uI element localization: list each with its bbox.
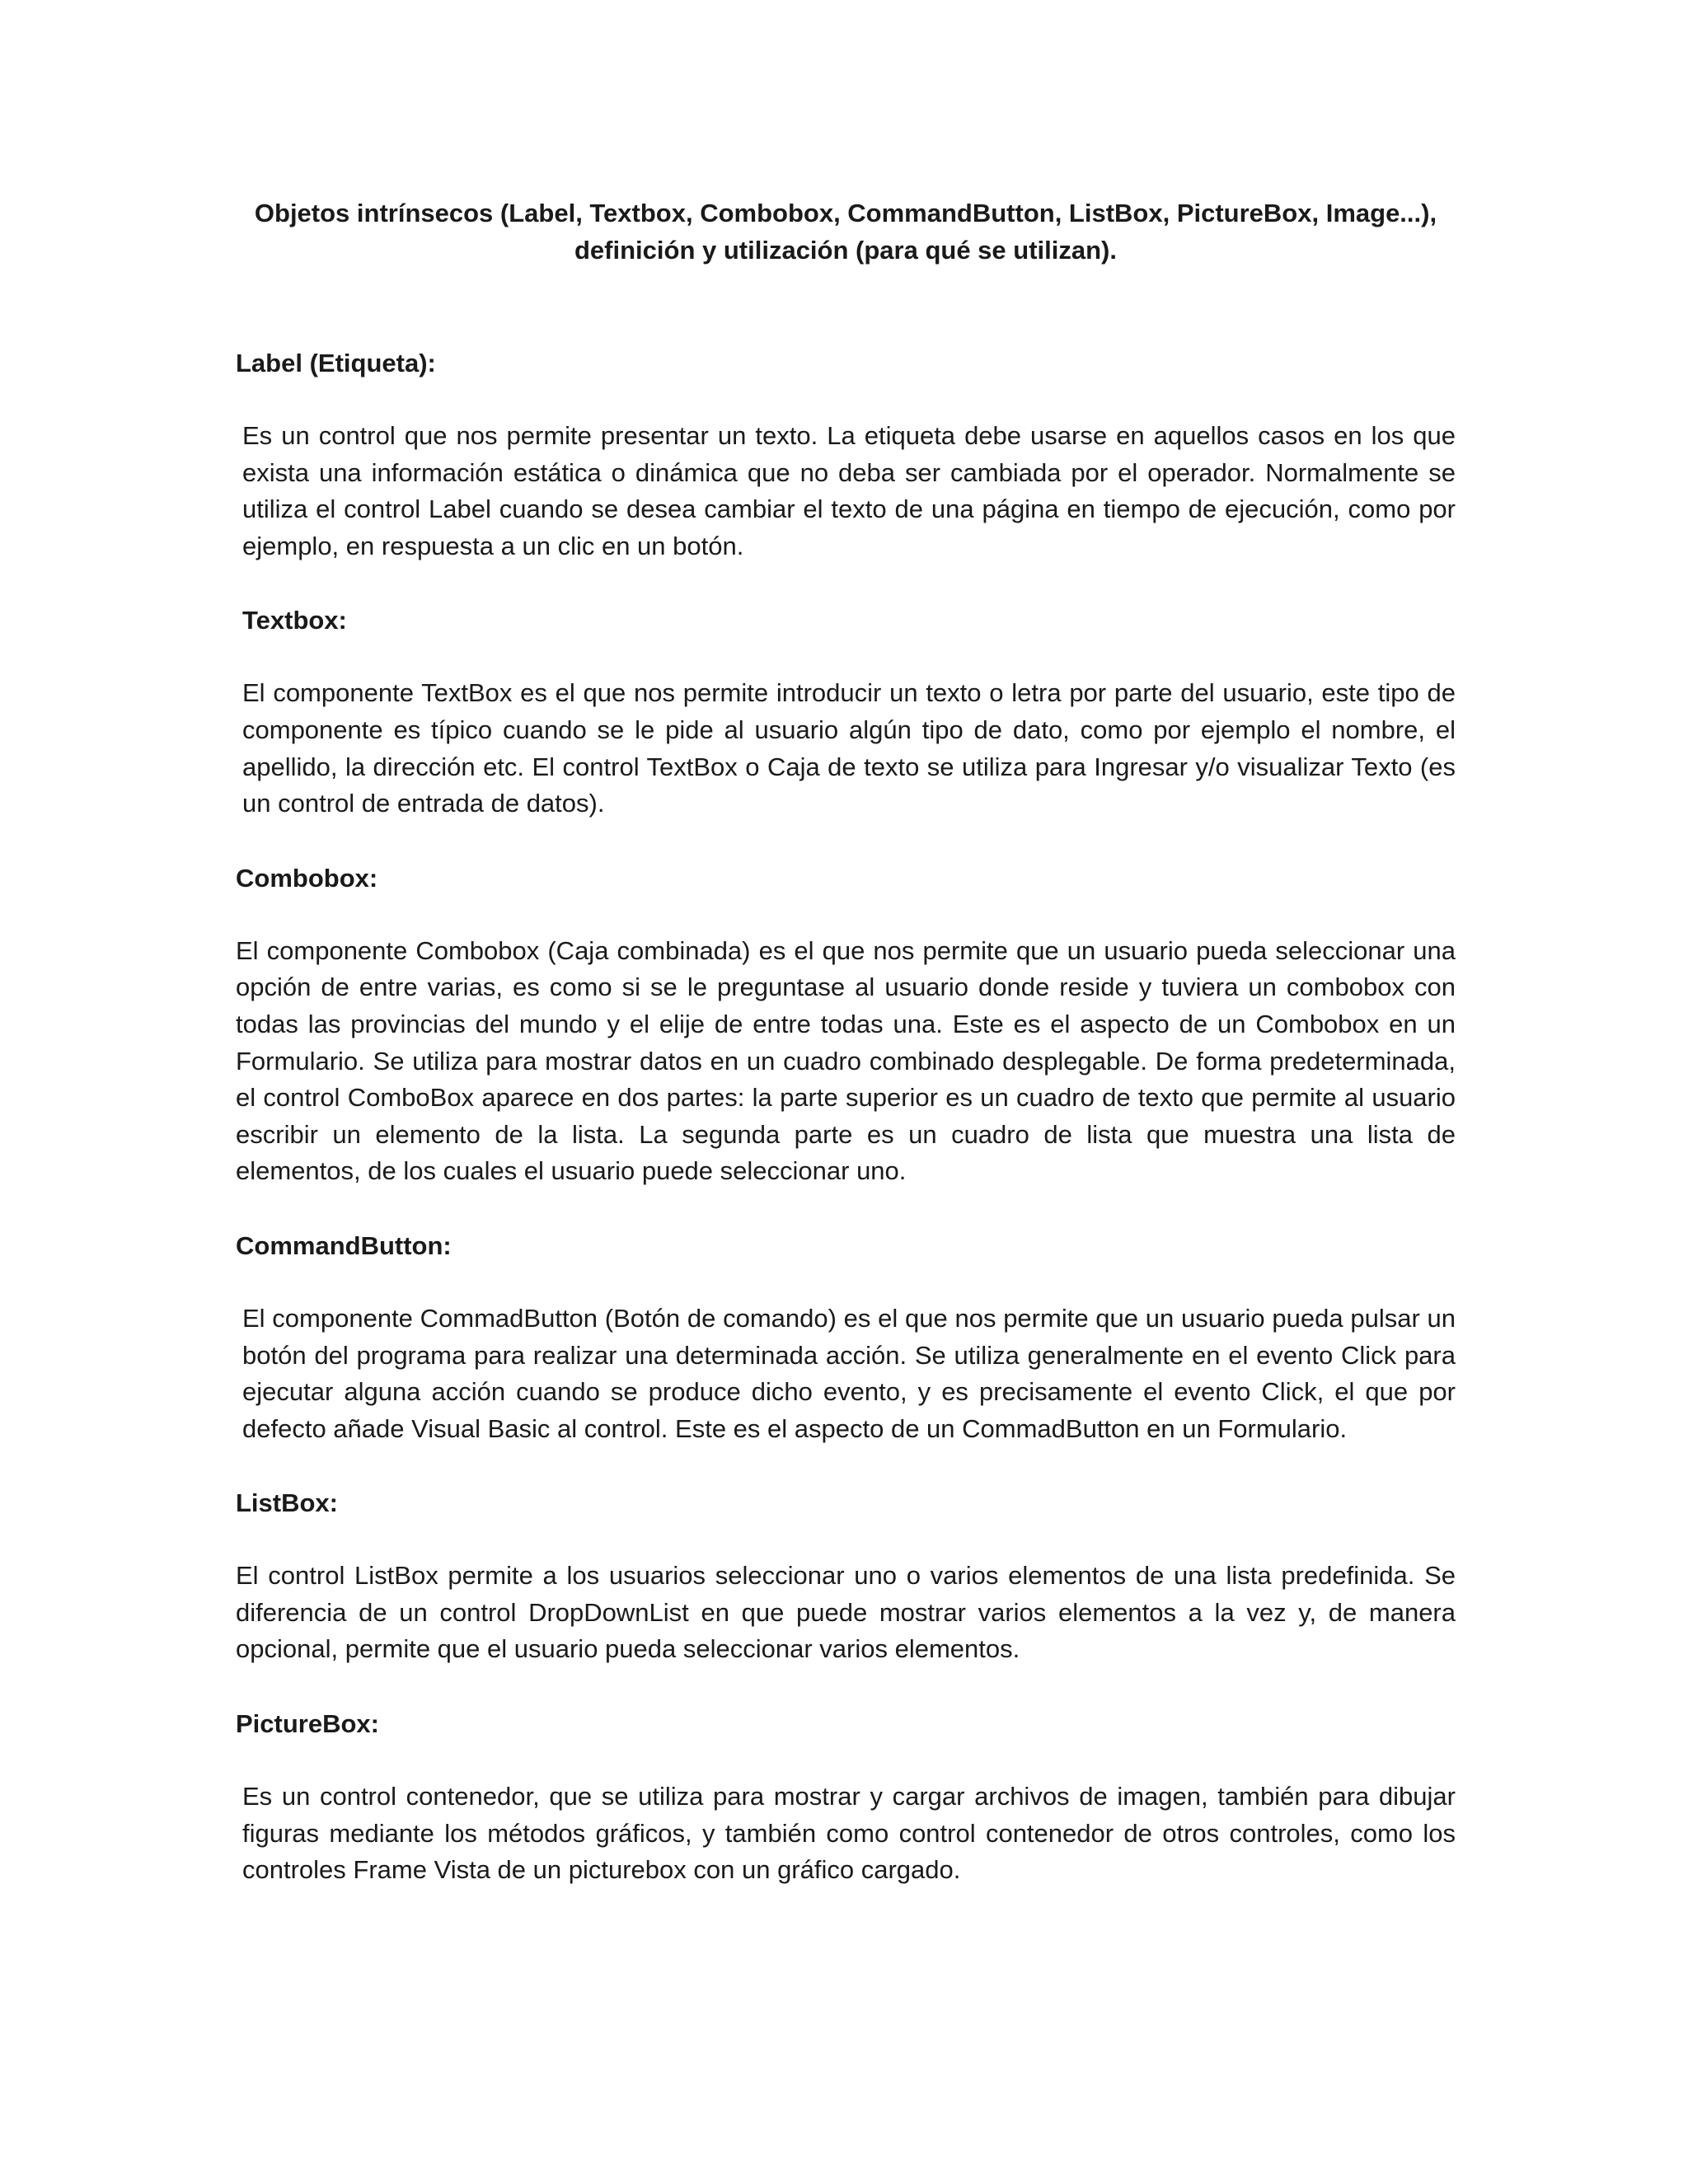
section-paragraph: El componente Combobox (Caja combinada) es el que nos permite que un usuario pueda seleccionar una opción de entre varias, es como si se le preguntase al usuario donde reside y tuviera un combobox con todas las provincias del mundo y el elije de entre todas una. Este es el aspecto de un Combobox en un Formulario. Se utiliza para mostrar datos en un cuadro combinado desplegable. De forma predeterminada, el control ComboBox aparece en dos partes: la parte superior es un cuadro de texto que permite al usuario escribir un elemento de la lista. La segunda parte es un cuadro de lista que muestra una lista de elementos, de los cuales el usuario puede seleccionar uno. — [236, 935, 1456, 1186]
section-textbox — [236, 602, 1456, 822]
section-listbox — [236, 1484, 1456, 1668]
section-heading: ListBox: — [236, 1488, 338, 1518]
document-title — [236, 194, 1456, 269]
section-picturebox — [236, 1705, 1456, 1889]
section-heading: CommandButton: — [236, 1230, 452, 1260]
section-heading: PictureBox: — [236, 1709, 379, 1739]
section-paragraph: El componente TextBox es el que nos permite introducir un texto o letra por parte del usuario, este tipo de componente es típico cuando se le pide al usuario algún tipo de dato, como por ejemplo el nombre, el apellido, la dirección etc. El control TextBox o Caja de texto se utiliza para Ingresar y/o visualizar Texto (es un control de entrada de datos). — [242, 678, 1456, 818]
section-label — [236, 344, 1456, 565]
section-combobox — [236, 860, 1456, 1190]
document-page — [236, 194, 1456, 1926]
section-paragraph: El control ListBox permite a los usuarios seleccionar uno o varios elementos de una lista predefinida. Se diferencia de un control DropDownList en que puede mostrar varios elementos a la vez y, de manera opcional, permite que el usuario pueda seleccionar varios elementos. — [236, 1561, 1456, 1664]
section-paragraph: El componente CommadButton (Botón de comando) es el que nos permite que un usuario pueda pulsar un botón del programa para realizar una determinada acción. Se utiliza generalmente en el evento Click para ejecutar alguna acción cuando se produce dicho evento, y es precisamente el evento Click, el que por defecto añade Visual Basic al control. Este es el aspecto de un CommadButton en un Formulario. — [242, 1303, 1456, 1443]
section-heading: Textbox: — [242, 606, 347, 635]
section-paragraph: Es un control contenedor, que se utiliza para mostrar y cargar archivos de imagen, también para dibujar figuras mediante los métodos gráficos, y también como control contenedor de otros controles, como los controles Frame Vista de un picturebox con un gráfico cargado. — [242, 1782, 1456, 1885]
section-commandbutton — [236, 1227, 1456, 1447]
section-heading: Combobox: — [236, 863, 378, 893]
document-title-line-1: Objetos intrínsecos (Label, Textbox, Combobox, CommandButton, ListBox, PictureBox, Image...), — [254, 199, 1437, 227]
document-title-line-2: definición y utilización (para qué se utilizan). — [574, 236, 1117, 265]
section-paragraph: Es un control que nos permite presentar un texto. La etiqueta debe usarse en aquellos casos en los que exista una información estática o dinámica que no deba ser cambiada por el operador. Normalmente se utiliza el control Label cuando se desea cambiar el texto de una página en tiempo de ejecución, como por ejemplo, en respuesta a un clic en un botón. — [242, 421, 1456, 560]
section-heading: Label (Etiqueta): — [236, 349, 436, 377]
